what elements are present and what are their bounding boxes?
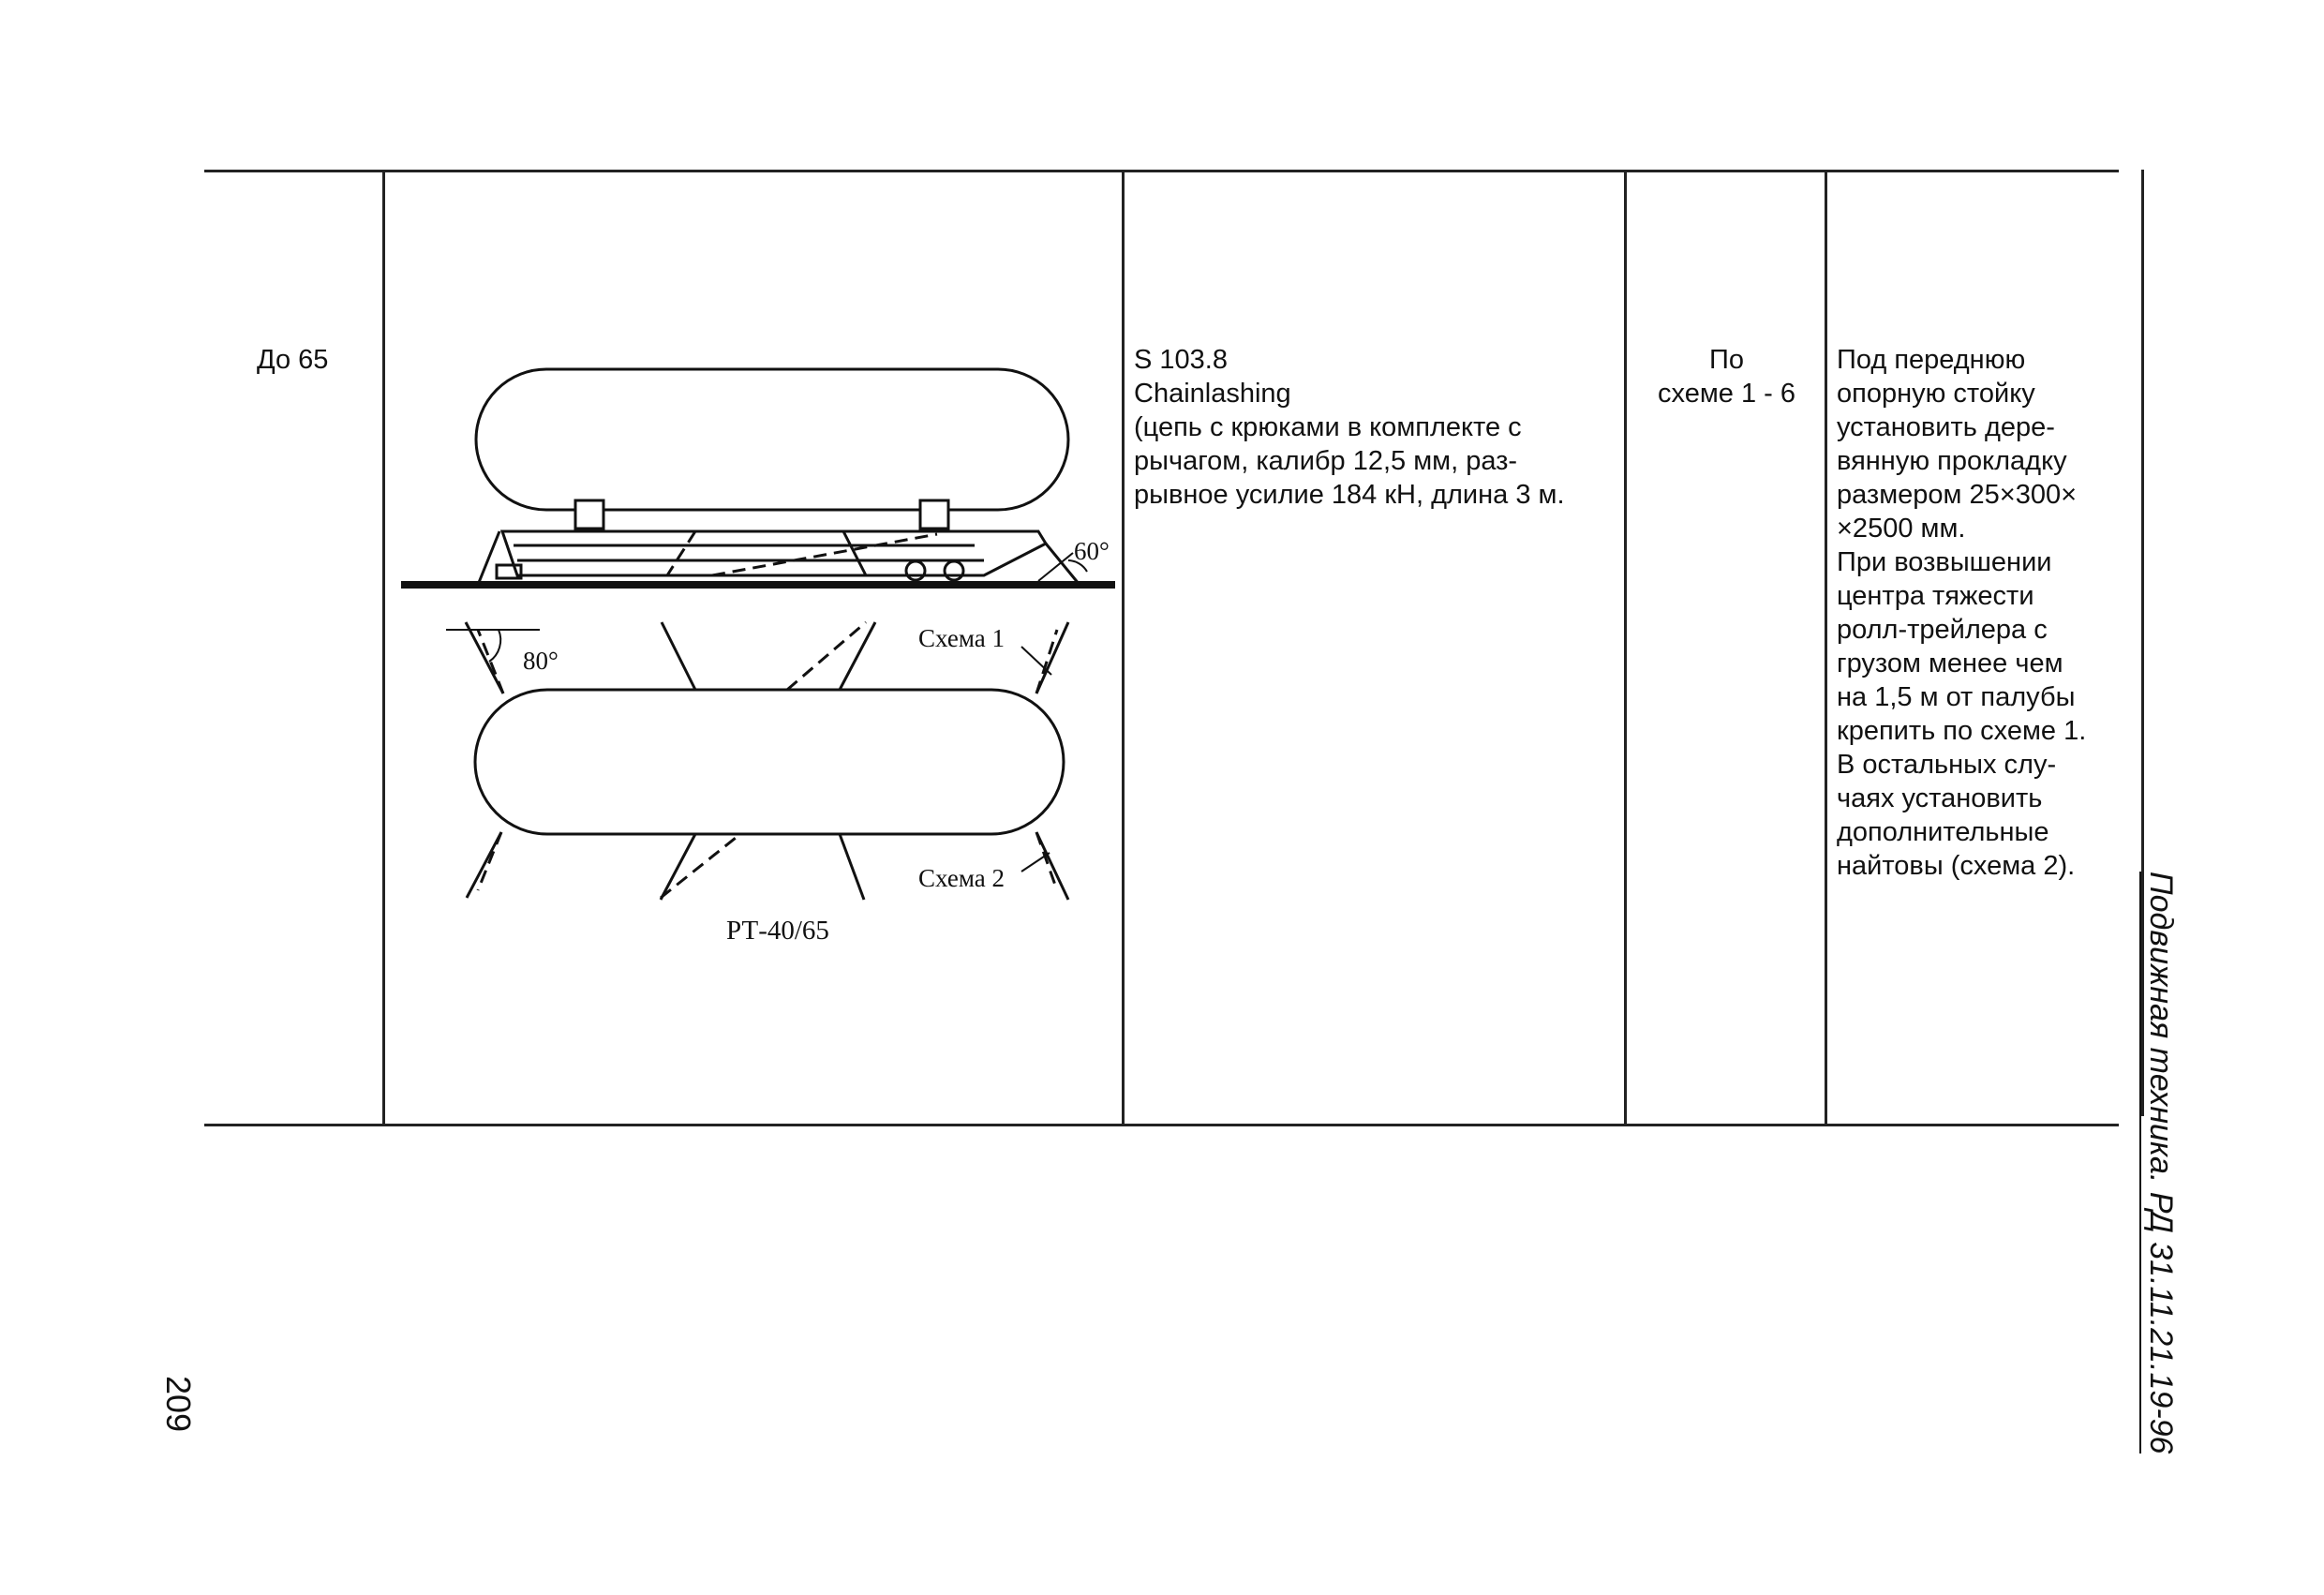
note-line-12: крепить по схеме 1.: [1837, 716, 2087, 746]
figure-caption: РТ-40/65: [726, 916, 829, 946]
leader-scheme-2: [1021, 853, 1050, 872]
trailer-wheel-1: [906, 561, 925, 580]
chain-mid-2: [843, 531, 866, 575]
note-line-7: При возвышении: [1837, 547, 2052, 577]
notes-cell: [1837, 343, 2137, 883]
table-top-rule: [204, 170, 2119, 172]
table-bottom-rule: [204, 1124, 2119, 1126]
side-view: [401, 369, 1115, 585]
note-line-8: центра тяжести: [1837, 581, 2034, 611]
chain-plan-f: [1036, 630, 1057, 693]
note-line-10: грузом менее чем: [1837, 648, 2063, 678]
column-divider-3: [1624, 170, 1627, 1126]
note-line-13: В остальных слу-: [1837, 750, 2057, 780]
lashing-code: S 103.8: [1134, 345, 1228, 375]
leader-scheme-1: [1021, 647, 1051, 675]
note-line-15: дополнительные: [1837, 817, 2049, 847]
angle-label-60: 60°: [1074, 537, 1110, 565]
chain-plan-i: [662, 622, 695, 690]
chain-mid-1: [667, 531, 695, 575]
tank-plan: [475, 690, 1064, 834]
note-line-14: чаях установить: [1837, 783, 2043, 813]
scheme-ref-line-2: схеме 1 - 6: [1658, 379, 1795, 409]
note-line-16: найтовы (схема 2).: [1837, 851, 2076, 881]
angle-label-80: 80°: [523, 647, 559, 675]
cell-mass-value: До 65: [257, 345, 329, 375]
label-scheme-1: Схема 1: [918, 624, 1005, 652]
label-scheme-2: Схема 2: [918, 864, 1005, 892]
note-line-6: ×2500 мм.: [1837, 514, 1966, 544]
chain-plan-k: [787, 622, 866, 690]
column-divider-4: [1825, 170, 1827, 1126]
chain-plan-h: [1036, 832, 1057, 890]
chain-plan-j: [840, 622, 875, 690]
note-line-3: установить дере-: [1837, 412, 2055, 442]
note-line-9: ролл-трейлера с: [1837, 615, 2048, 645]
note-line-11: на 1,5 м от палубы: [1837, 682, 2076, 712]
chain-plan-m: [840, 834, 864, 900]
side-running-title: Подвижная техника. РД 31.11.21.19-96: [2144, 872, 2178, 1434]
lashing-name: Chainlashing: [1134, 379, 1291, 409]
chain-plan-n: [661, 834, 740, 898]
chain-plan-d: [478, 832, 501, 890]
tank-support-front: [575, 500, 603, 529]
page-number: 209: [159, 1375, 199, 1433]
lashing-desc-line-2: рычагом, калибр 12,5 мм, раз-: [1134, 446, 1518, 476]
chain-plan-l: [661, 834, 695, 900]
lashing-diagram: [384, 337, 1125, 956]
angle-arc-80: [489, 630, 500, 662]
lashing-desc-line-3: рывное усилие 184 кН, длина 3 м.: [1134, 480, 1565, 510]
note-line-4: вянную прокладку: [1837, 446, 2067, 476]
tank-support-rear: [920, 500, 948, 529]
chain-mid-3: [712, 534, 937, 575]
note-line-5: размером 25×300×: [1837, 480, 2078, 510]
tank-side: [476, 369, 1068, 510]
scheme-ref-line-1: По: [1709, 345, 1744, 375]
trailer-wheel-2: [945, 561, 963, 580]
lashing-desc-line-1: (цепь с крюками в комплекте с: [1134, 412, 1522, 442]
note-line-1: Под переднюю: [1837, 345, 2026, 375]
note-line-2: опорную стойку: [1837, 379, 2035, 409]
